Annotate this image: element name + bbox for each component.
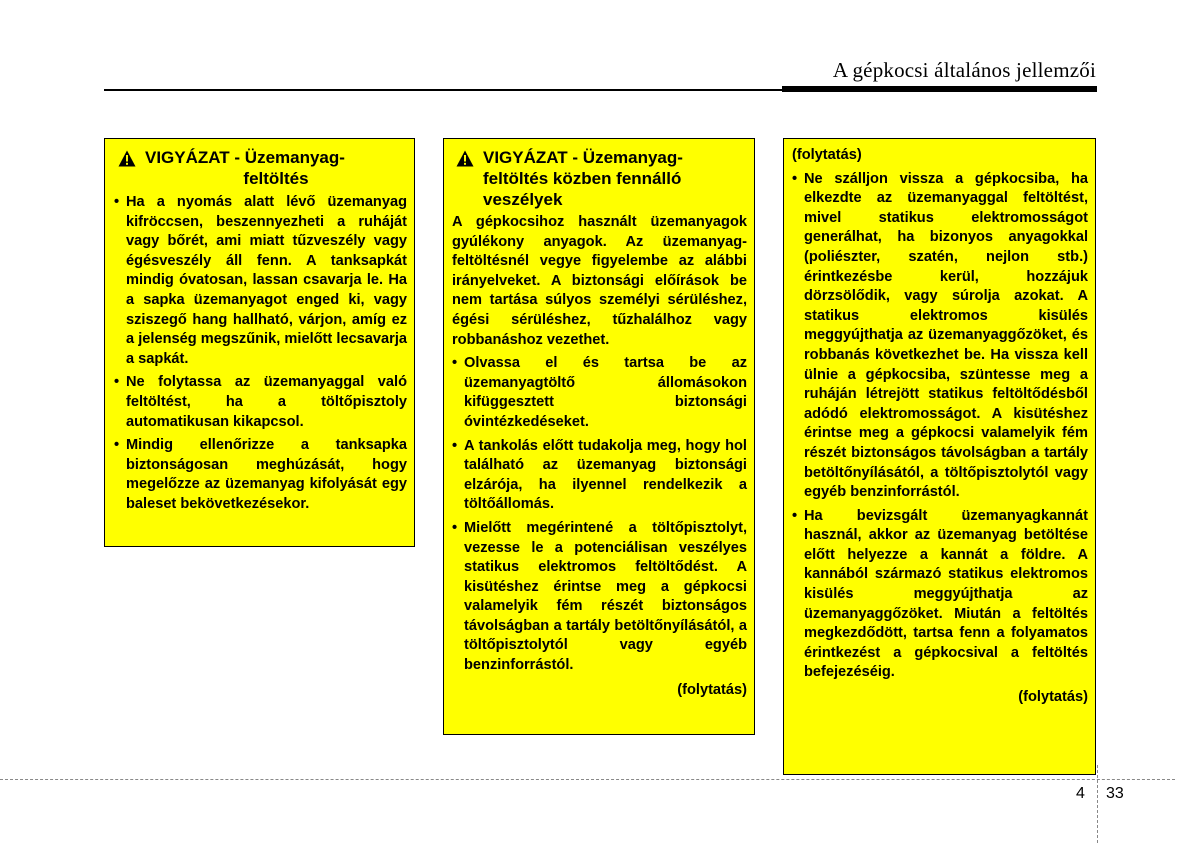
footer-vertical-rule bbox=[1097, 765, 1098, 843]
header-accent-bar bbox=[782, 86, 1097, 92]
list-item: • A tankolás előtt tudakolja meg, hogy hol található az üzemanyag biztonsági elzárója, ha ilyennel rendelkezik a töltőállomás. bbox=[452, 437, 747, 513]
list-item: • Ne folytassa az üzemanyaggal való feltöltést, ha a töltőpisztoly automatikusan kikapcsol. bbox=[114, 374, 407, 430]
page-number: 33 bbox=[1106, 785, 1124, 802]
continued-label: (folytatás) bbox=[677, 681, 747, 698]
list-item: • Mindig ellenőrizze a tanksapka biztonságosan meghúzását, hogy megelőzze az üzemanyag kifolyását egy baleset bekövetkezésekor. bbox=[114, 437, 407, 512]
warning-triangle-icon bbox=[118, 150, 136, 167]
intro-paragraph: A gépkocsihoz használt üzemanyagok gyúlékony anyagok. Az üzemanyag-feltöltésnél vegye figyelembe az alábbi irányelveket. A biztonsági előírások be nem tartása súlyos személyi sérüléshez, égési sérüléshez, tűzhalálhoz vagy robbanáshoz vezethet. bbox=[452, 214, 747, 348]
warning-heading bbox=[452, 147, 747, 210]
footer-dashed-rule bbox=[0, 779, 1175, 780]
list-item: • Ne szálljon vissza a gépkocsiba, ha elkezdte az üzemanyaggal feltöltést, mivel statikus elektromosságot generálhat, ha bizonyos anyagokkal (poliészter, szatén, nejlon stb.) érintkezésbe kerül, hozzájuk dörzsölődik, vagy súrolja azokat. A statikus elektromos kisülés meggyújthatja az üzemanyaggőzöket, és robbanás következhet be. Ha vissza kell ülnie a gépkocsiba, szüntesse meg a ruháján létrejött statikus feltöltődésből adódó elektromosságot. A kisütéshez érintse meg a gépkocsi valamelyik fém részét biztonságos távolságban a tartály betöltőnyílásától, a töltőpisztolytól vagy egyéb benzinforrástól. bbox=[792, 170, 1088, 501]
chapter-title: A gépkocsi általános jellemzői bbox=[832, 58, 1096, 82]
list-item: • Olvassa el és tartsa be az üzemanyagtöltő állomásokon kifüggesztett biztonsági óvintézkedéseket. bbox=[452, 355, 747, 430]
continued-label: (folytatás) bbox=[1018, 689, 1088, 706]
warning-box-fuel-filling bbox=[104, 138, 415, 547]
list-item: • Ha a nyomás alatt lévő üzemanyag kifröccsen, beszennyezheti a ruháját vagy bőrét, ami miatt tűzveszély vagy égésveszély áll fenn. A tanksapkát mindig óvatosan, lassan csavarja le. Ha a sapka üzemanyagot enged ki, vagy sziszegő hang hallható, várjon, amíg ez a jelenség megszűnik, mielőtt lecsavarja a sapkát. bbox=[114, 194, 407, 367]
warning-triangle-icon bbox=[456, 150, 474, 167]
warning-heading-line2: feltöltés bbox=[243, 169, 309, 188]
warning-heading-line1: VIGYÁZAT - Üzemanyag- bbox=[145, 148, 345, 167]
chapter-number: 4 bbox=[1076, 785, 1085, 802]
continued-top-label: (folytatás) bbox=[792, 147, 862, 163]
warning-heading-text: VIGYÁZAT - Üzemanyag-feltöltés közben fennálló veszélyek bbox=[483, 148, 683, 209]
warning-box-continued bbox=[783, 138, 1096, 775]
list-item: • Ha bevizsgált üzemanyagkannát használ, akkor az üzemanyag betöltése előtt helyezze a kannát a földre. A kannából származó statikus elektromos kisülés meggyújthatja az üzemanyaggőzöket. Miután a feltöltés megkezdődött, tartsa fenn a folyamatos érintkezést a gépkocsival a feltöltés befejezéséig. bbox=[792, 507, 1088, 681]
warning-box-fuel-hazards bbox=[443, 138, 755, 735]
warning-heading bbox=[114, 147, 407, 189]
list-item: • Mielőtt megérintené a töltőpisztolyt, vezesse le a potenciálisan veszélyes statikus elektromos feltöltődést. A kisütéshez érintse meg a gépkocsi valamelyik fém részét biztonságos távolságban a tartály betöltőnyílásától, a töltőpisztolytól vagy egyéb benzinforrástól. bbox=[452, 519, 747, 674]
